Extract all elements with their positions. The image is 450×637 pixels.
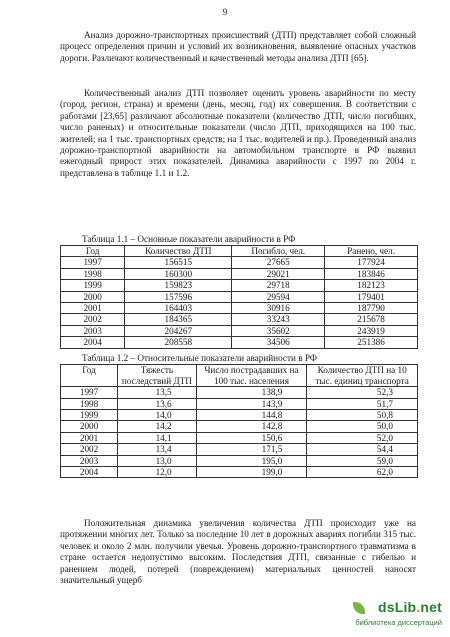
- table-row: [61, 280, 418, 291]
- table-cell: 2000: [61, 421, 118, 432]
- table-row: [61, 268, 418, 279]
- table-row: [61, 444, 418, 455]
- table-cell: 160300: [125, 268, 232, 279]
- table-cell: 51,7: [307, 398, 418, 409]
- table-cell: 29021: [232, 268, 325, 279]
- table-cell: 2002: [61, 314, 125, 325]
- table-cell: 157596: [125, 291, 232, 302]
- header-severity: Тяжесть последствий ДТП: [118, 365, 197, 387]
- table-cell: 144,8: [196, 410, 307, 421]
- table-cell: 33243: [232, 314, 325, 325]
- table-cell: 13,4: [118, 444, 197, 455]
- table-cell: 14,2: [118, 421, 197, 432]
- table-cell: 1997: [61, 387, 118, 398]
- table-row: [61, 410, 418, 421]
- table-cell: 27665: [232, 257, 325, 268]
- table1-caption: Таблица 1.1 – Основные показатели аварийности в РФ: [82, 234, 296, 244]
- table-cell: 2001: [61, 432, 118, 443]
- table-absolute-indicators: [60, 245, 418, 349]
- table-cell: 14,1: [118, 432, 197, 443]
- table-cell: 2002: [61, 444, 118, 455]
- table-cell: 159823: [125, 280, 232, 291]
- table2-body: [61, 387, 418, 478]
- table-cell: 182123: [325, 280, 418, 291]
- table-cell: 1998: [61, 398, 118, 409]
- table-row: [61, 467, 418, 478]
- table-cell: 177924: [325, 257, 418, 268]
- table-cell: 35602: [232, 325, 325, 336]
- table-row: [61, 337, 418, 348]
- table-row: [61, 303, 418, 314]
- table-row: [61, 291, 418, 302]
- table-cell: 62,0: [307, 467, 418, 478]
- table-cell: 2000: [61, 291, 125, 302]
- table-row: [61, 325, 418, 336]
- table-cell: 1997: [61, 257, 125, 268]
- table-cell: 199,0: [196, 467, 307, 478]
- table-row: [61, 421, 418, 432]
- table-row: [61, 387, 418, 398]
- table-cell: 142,8: [196, 421, 307, 432]
- table-cell: 12,0: [118, 467, 197, 478]
- table-cell: 184365: [125, 314, 232, 325]
- header-accidents: Количество ДТП: [125, 246, 232, 257]
- table-cell: 171,5: [196, 444, 307, 455]
- table-cell: 251386: [325, 337, 418, 348]
- table-cell: 13,0: [118, 455, 197, 466]
- table-cell: 195,0: [196, 455, 307, 466]
- table-row: [61, 455, 418, 466]
- table-cell: 208558: [125, 337, 232, 348]
- table-header-row: [61, 365, 418, 387]
- watermark-subtitle: библиотека диссертаций: [355, 618, 442, 627]
- table-cell: 243919: [325, 325, 418, 336]
- header-injured: Ранено, чел.: [325, 246, 418, 257]
- paragraph-intro: Анализ дорожно-транспортных происшествий (ДТП) представляет собой сложный процесс определения причин и условий их возникновения, выявление опасных участков дороги. Различают количественный и качественный методы анализа ДТП [65].: [60, 30, 416, 63]
- table-cell: 29718: [232, 280, 325, 291]
- table-cell: 50,0: [307, 421, 418, 432]
- table-cell: 1998: [61, 268, 125, 279]
- header-killed: Погибло, чел.: [232, 246, 325, 257]
- table-row: [61, 314, 418, 325]
- table-row: [61, 432, 418, 443]
- table-cell: 52,0: [307, 432, 418, 443]
- table-header-row: [61, 246, 418, 257]
- table-cell: 143,9: [196, 398, 307, 409]
- table-cell: 59,0: [307, 455, 418, 466]
- table1-body: [61, 257, 418, 348]
- table2-caption: Таблица 1.2 – Относительные показатели аварийности в РФ: [82, 353, 318, 363]
- page-number: 9: [222, 7, 228, 17]
- table-cell: 14,0: [118, 410, 197, 421]
- watermark-logo: dsLib.net: [377, 599, 442, 615]
- table-row: [61, 398, 418, 409]
- table-cell: 52,3: [307, 387, 418, 398]
- paragraph-quantitative: Количественный анализ ДТП позволяет оценить уровень аварийности по месту (город, регион, страна) и времени (день, месяц, год) их совершения. В соответствии с работами [23,65] различают абсолютные показатели (количество ДТП, число погибших, число раненых) и относительные показатели (число ДТП, приходящихся на 100 тыс. жителей; на 1 тыс. транспортных средств; на 1 тыс. водителей и пр.). Проведенный анализ дорожно-транспортной аварийности на автомобильном транспорте в РФ выявил ежегодный прирост этих показателей. Динамика аварийности с 1997 по 2004 г. представлена в таблице 1.1 и 1.2.: [60, 88, 416, 178]
- table-cell: 187790: [325, 303, 418, 314]
- table-cell: 204267: [125, 325, 232, 336]
- header-victims-per-100k: Число пострадавших на 100 тыс. населения: [196, 365, 307, 387]
- table-cell: 179401: [325, 291, 418, 302]
- dslib-watermark: [347, 599, 442, 631]
- leaf-icon: [353, 602, 365, 614]
- table-cell: 34506: [232, 337, 325, 348]
- table-cell: 13,6: [118, 398, 197, 409]
- table-cell: 2003: [61, 325, 125, 336]
- table-cell: 150,6: [196, 432, 307, 443]
- table-cell: 156515: [125, 257, 232, 268]
- table-cell: 50,8: [307, 410, 418, 421]
- table-relative-indicators: [60, 364, 418, 478]
- paragraph-dynamics: Положительная динамика увеличения количества ДТП происходит уже на протяжении многих лет. Только за последние 10 лет в дорожных авариях погибли 315 тыс. человек и около 2 млн. получили увечья. Уровень дорожно-транспортного травматизма в стране остается недопустимо высоким. Последствия ДТП, связанные с гибелью и ранением людей, потерей (повреждением) материальных ценностей наносят значительный ущерб: [60, 518, 416, 586]
- table-cell: 2004: [61, 467, 118, 478]
- header-year: Год: [61, 246, 125, 257]
- table-cell: 1999: [61, 280, 125, 291]
- table-cell: 1999: [61, 410, 118, 421]
- table-cell: 215678: [325, 314, 418, 325]
- table-cell: 13,5: [118, 387, 197, 398]
- table-cell: 164403: [125, 303, 232, 314]
- table-cell: 2001: [61, 303, 125, 314]
- table-cell: 183846: [325, 268, 418, 279]
- table-cell: 138,9: [196, 387, 307, 398]
- table-cell: 29594: [232, 291, 325, 302]
- header-year: Год: [61, 365, 118, 387]
- table-cell: 30916: [232, 303, 325, 314]
- table-row: [61, 257, 418, 268]
- header-accidents-per-10k: Количество ДТП на 10 тыс. единиц транспорта: [307, 365, 418, 387]
- table-cell: 2003: [61, 455, 118, 466]
- table-cell: 54,4: [307, 444, 418, 455]
- table-cell: 2004: [61, 337, 125, 348]
